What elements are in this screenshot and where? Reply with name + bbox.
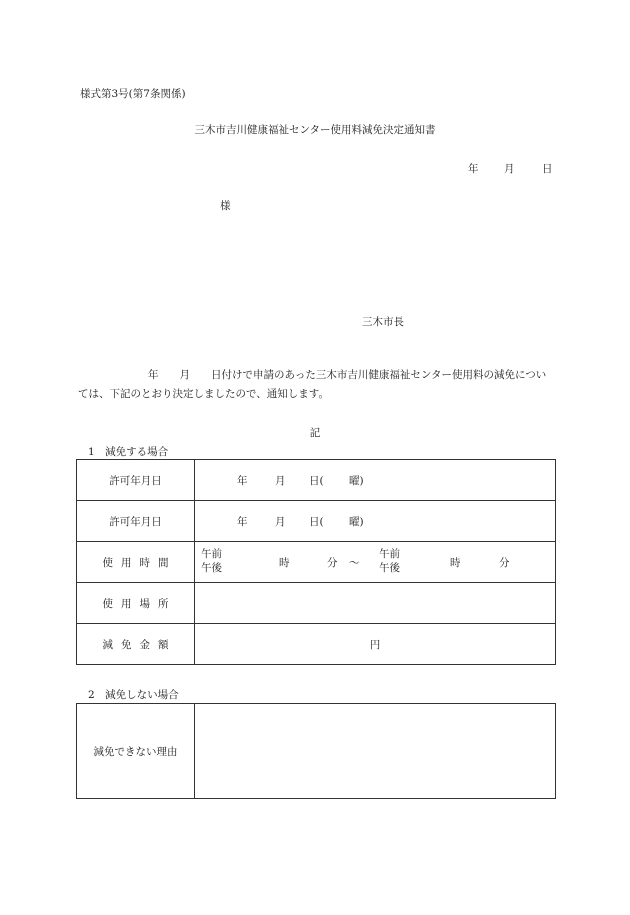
table-row <box>77 624 556 665</box>
document-title: 三木市吉川健康福祉センター使用料減免決定通知書 <box>194 124 436 136</box>
table-row <box>77 460 556 501</box>
denial-table <box>76 703 556 799</box>
usage-time-field[interactable] <box>195 542 556 583</box>
end-pm: 午後 <box>379 562 400 574</box>
day-unit: 日( <box>309 475 324 487</box>
usage-place-label: 使用場所 <box>77 583 195 624</box>
end-am: 午前 <box>379 548 400 560</box>
body-text <box>78 366 552 404</box>
end-ampm <box>379 547 400 575</box>
date-day: 日 <box>542 163 553 175</box>
weekday-unit: 曜) <box>349 475 364 487</box>
year-unit: 年 <box>237 516 248 528</box>
form-id: 様式第3号(第7条関係) <box>80 88 186 100</box>
addressee-suffix: 様 <box>220 200 231 212</box>
day-unit: 日( <box>309 516 324 528</box>
yen-unit: 円 <box>369 638 381 651</box>
end-minute-unit: 分 <box>499 557 510 569</box>
start-hour-unit: 時 <box>279 557 290 569</box>
exemption-table <box>76 459 556 665</box>
date-year: 年 <box>468 163 479 175</box>
start-minute-unit: 分 <box>327 557 338 569</box>
permit-date-field-1[interactable] <box>195 460 556 501</box>
denial-reason-field[interactable] <box>195 704 556 799</box>
body-paragraph: 年 月 日付けで申請のあった三木市吉川健康福祉センター使用料の減免については、下記のとおり決定しましたので、通知します。 <box>78 369 547 400</box>
exemption-amount-label: 減免金額 <box>77 624 195 665</box>
start-pm: 午後 <box>201 562 222 574</box>
section1-heading: 1 減免する場合 <box>88 446 169 458</box>
permit-date-label-1: 許可年月日 <box>77 460 195 501</box>
exemption-amount-field[interactable] <box>195 624 556 665</box>
permit-date-field-2[interactable] <box>195 501 556 542</box>
end-hour-unit: 時 <box>450 557 461 569</box>
month-unit: 月 <box>275 475 286 487</box>
usage-time-label: 使用時間 <box>77 542 195 583</box>
ki-heading: 記 <box>309 427 321 439</box>
year-unit: 年 <box>237 475 248 487</box>
time-range-tilde: ～ <box>349 557 360 569</box>
month-unit: 月 <box>275 516 286 528</box>
denial-reason-label: 減免できない理由 <box>77 704 195 799</box>
issuer: 三木市長 <box>362 316 404 328</box>
table-row <box>77 583 556 624</box>
table-row <box>77 542 556 583</box>
weekday-unit: 曜) <box>349 516 364 528</box>
date-header <box>468 161 553 176</box>
table-row <box>77 704 556 799</box>
section2-heading: 2 減免しない場合 <box>88 689 179 701</box>
usage-place-field[interactable] <box>195 583 556 624</box>
start-ampm <box>201 547 222 575</box>
table-row <box>77 501 556 542</box>
permit-date-label-2: 許可年月日 <box>77 501 195 542</box>
date-month: 月 <box>504 163 515 175</box>
start-am: 午前 <box>201 548 222 560</box>
